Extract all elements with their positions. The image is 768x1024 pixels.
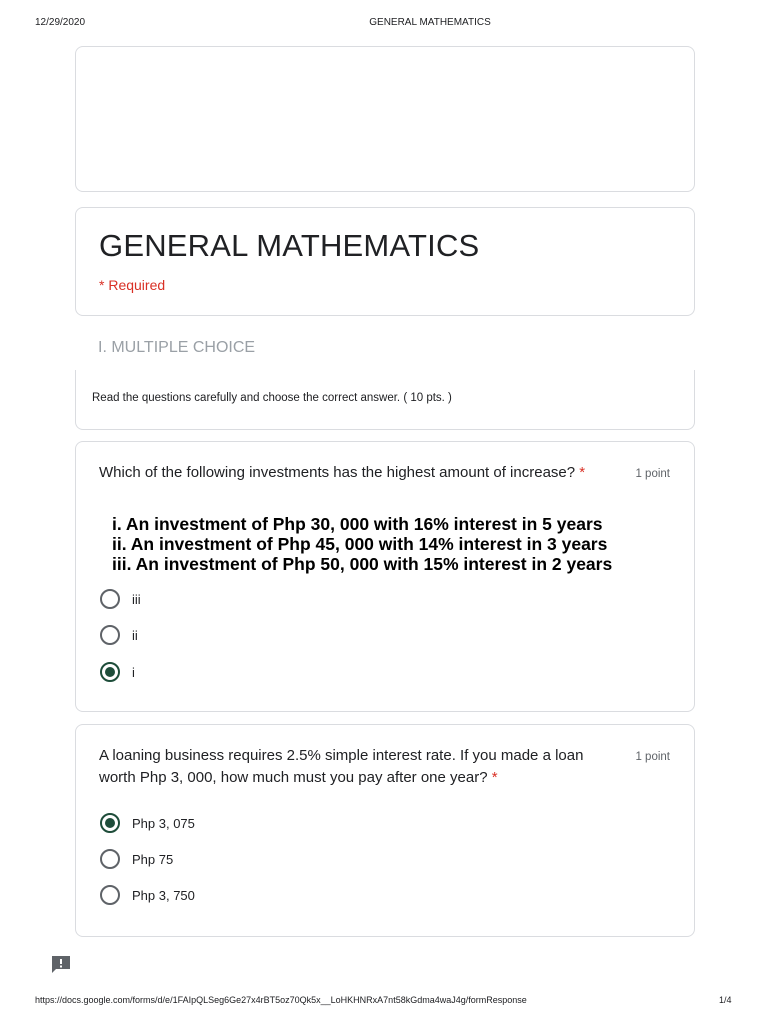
required-asterisk: * xyxy=(491,769,498,786)
print-page-number: 1/4 xyxy=(719,995,732,1005)
option-label: Php 3, 750 xyxy=(132,887,195,903)
required-note: * Required xyxy=(99,277,166,293)
option-iii[interactable] xyxy=(100,589,141,609)
image-line: iii. An investment of Php 50, 000 with 15% interest in 2 years xyxy=(112,554,613,574)
question-card-1 xyxy=(75,441,695,712)
print-date: 12/29/2020 xyxy=(35,17,86,28)
question-label: A loaning business requires 2.5% simple interest rate. If you made a loan worth Php 3, 000, how much must you pay after one year? xyxy=(99,747,584,786)
option-i[interactable] xyxy=(100,662,135,682)
option-php-3750[interactable] xyxy=(100,885,195,905)
radio-button[interactable] xyxy=(100,625,120,645)
question-card-2 xyxy=(75,724,695,937)
option-label: iii xyxy=(132,591,141,607)
report-feedback-icon[interactable] xyxy=(50,954,72,974)
print-title: GENERAL MATHEMATICS xyxy=(369,17,491,28)
section-description-card xyxy=(75,370,695,430)
option-label: Php 3, 075 xyxy=(132,815,195,831)
radio-button[interactable] xyxy=(100,885,120,905)
radio-button-selected[interactable] xyxy=(100,662,120,682)
question-image xyxy=(112,514,612,574)
print-url: https://docs.google.com/forms/d/e/1FAIpQLSeg6Ge27x4rBT5oz70Qk5x__LoHKHNRxA7nt58kGdma4waJ4g/formResponse xyxy=(35,995,527,1005)
option-ii[interactable] xyxy=(100,625,138,645)
image-line: ii. An investment of Php 45, 000 with 14% interest in 3 years xyxy=(112,534,608,554)
header-image-card xyxy=(75,46,695,192)
radio-button[interactable] xyxy=(100,849,120,869)
option-php-3075[interactable] xyxy=(100,813,195,833)
section-title: I. MULTIPLE CHOICE xyxy=(98,339,256,356)
question-text xyxy=(99,462,619,484)
option-label: ii xyxy=(132,627,138,643)
question-points: 1 point xyxy=(635,468,670,480)
radio-button[interactable] xyxy=(100,589,120,609)
option-label: i xyxy=(132,664,135,680)
radio-button-selected[interactable] xyxy=(100,813,120,833)
question-text xyxy=(99,745,619,789)
image-line: i. An investment of Php 30, 000 with 16% interest in 5 years xyxy=(112,514,603,534)
option-label: Php 75 xyxy=(132,851,174,867)
form-title-card xyxy=(75,207,695,316)
question-points: 1 point xyxy=(635,751,670,763)
form-title: GENERAL MATHEMATICS xyxy=(99,228,480,263)
option-php-75[interactable] xyxy=(100,849,173,869)
required-asterisk: * xyxy=(579,464,586,481)
question-label: Which of the following investments has the highest amount of increase? xyxy=(99,464,576,481)
section-description: Read the questions carefully and choose the correct answer. ( 10 pts. ) xyxy=(92,392,452,404)
